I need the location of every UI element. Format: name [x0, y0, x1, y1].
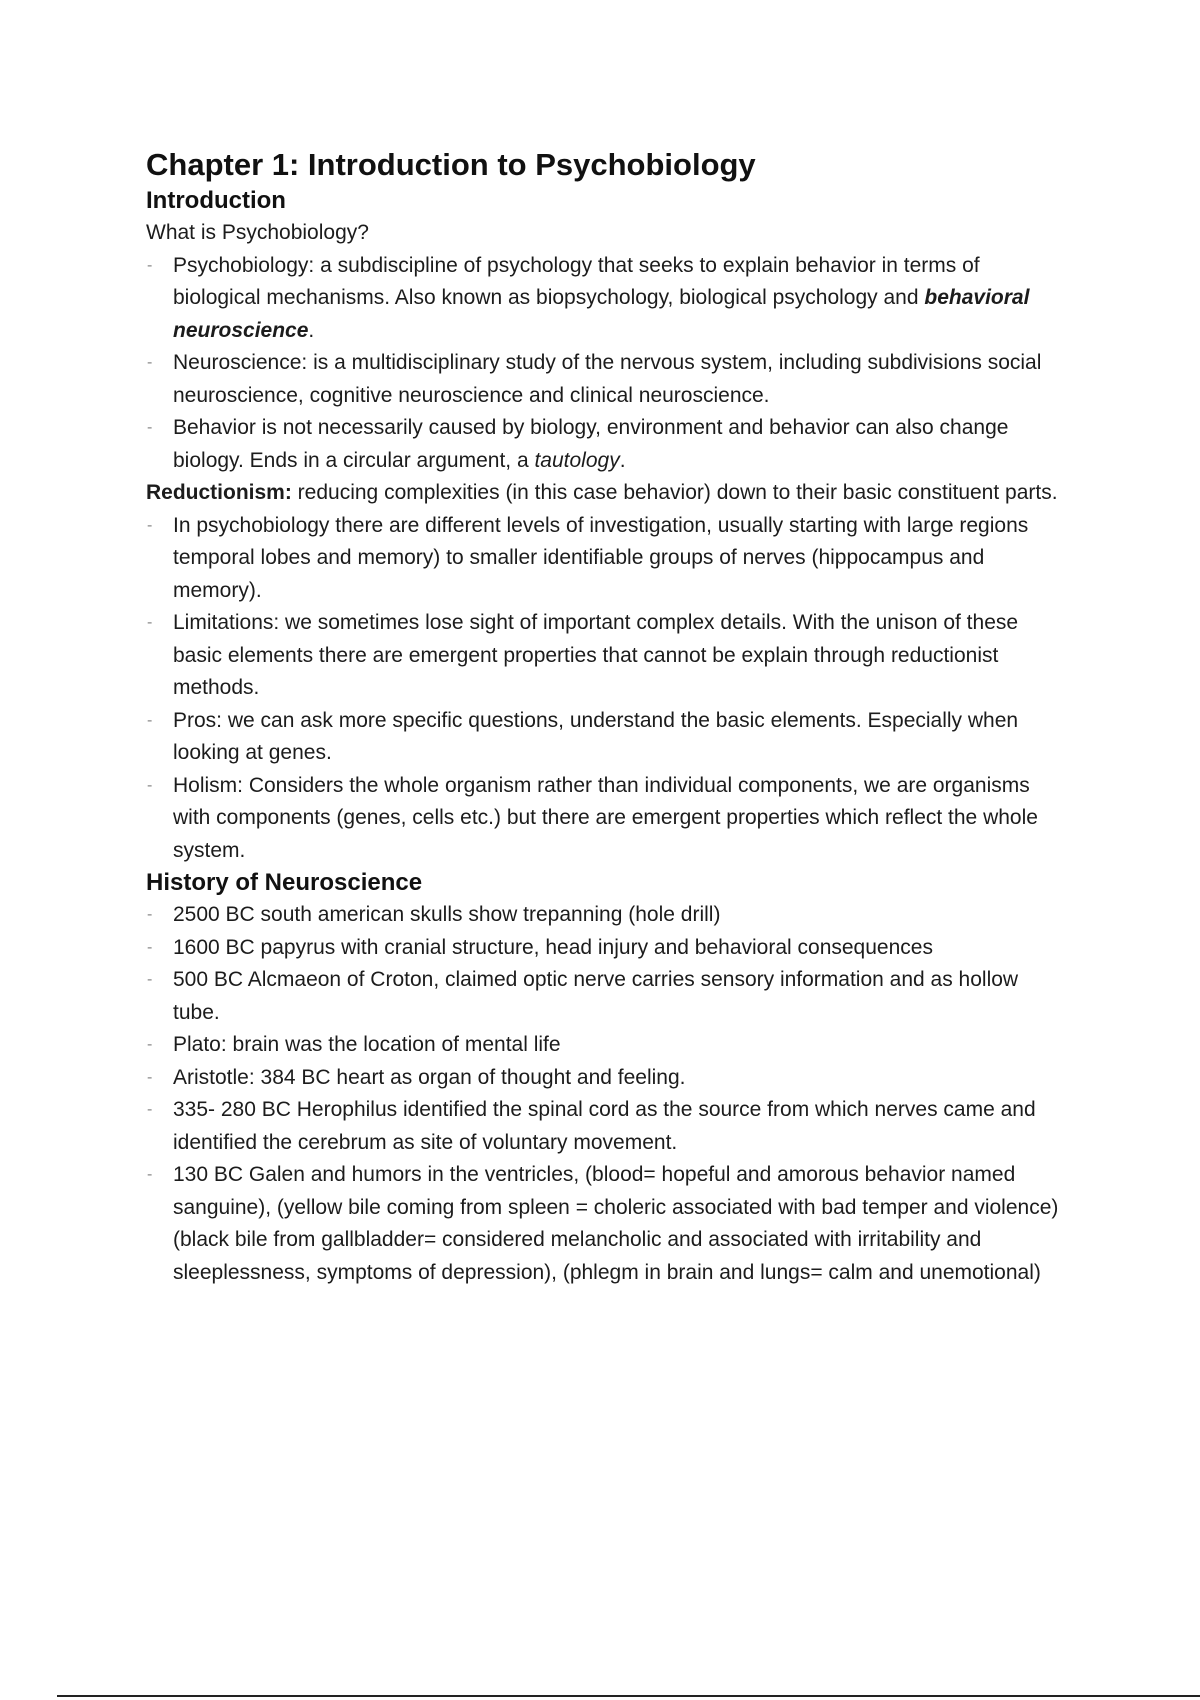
introduction-question: What is Psychobiology? [146, 221, 369, 244]
introduction-bullet-list [146, 250, 1066, 478]
list-item: - 335- 280 BC Herophilus identified the spinal cord as the source from which nerves came and identified the cerebrum as site of voluntary movement. [146, 1094, 1066, 1159]
list-item: - 2500 BC south american skulls show trepanning (hole drill) [146, 899, 1066, 932]
chapter-title: Chapter 1: Introduction to Psychobiology [146, 147, 756, 182]
list-item: - Holism: Considers the whole organism rather than individual components, we are organisms with components (genes, cells etc.) but there are emergent properties which reflect the whole system. [146, 770, 1066, 868]
behavioral-neuroscience-emphasis: behavioral neuroscience [173, 286, 1030, 342]
history-heading: History of Neuroscience [146, 869, 423, 896]
list-item-neuroscience: - Neuroscience: is a multidisciplinary study of the nervous system, including subdivisions social neuroscience, cognitive neuroscience and clinical neuroscience. [146, 347, 1066, 412]
list-item-psychobiology: - Psychobiology: a subdiscipline of psychology that seeks to explain behavior in terms of biological mechanisms. Also known as biopsychology, biological psychology and behavioral neuroscience. [146, 250, 1066, 348]
list-item-behavior: - Behavior is not necessarily caused by biology, environment and behavior can also change biology. Ends in a circular argument, a tautology. [146, 412, 1066, 477]
list-item: - Aristotle: 384 BC heart as organ of thought and feeling. [146, 1062, 1066, 1095]
list-item: - Limitations: we sometimes lose sight of important complex details. With the unison of these basic elements there are emergent properties that cannot be explain through reductionist methods. [146, 607, 1066, 705]
list-item: - 130 BC Galen and humors in the ventricles, (blood= hopeful and amorous behavior named sanguine), (yellow bile coming from spleen = choleric associated with bad temper and violence) (black bile from gallbladder= considered melancholic and associated with irritability and sleeplessness, symptoms of depression), (phlegm in brain and lungs= calm and unemotional) [146, 1159, 1066, 1289]
introduction-heading: Introduction [146, 187, 286, 214]
list-item: - In psychobiology there are different levels of investigation, usually starting with large regions temporal lobes and memory) to smaller identifiable groups of nerves (hippocampus and memory). [146, 510, 1066, 608]
reductionism-term: Reductionism: [146, 481, 292, 504]
tautology-emphasis: tautology [534, 448, 620, 472]
document-page [146, 145, 1066, 1289]
footer-divider [57, 1695, 1200, 1697]
list-item: - 1600 BC papyrus with cranial structure, head injury and behavioral consequences [146, 932, 1066, 965]
list-item: - 500 BC Alcmaeon of Croton, claimed optic nerve carries sensory information and as hollow tube. [146, 964, 1066, 1029]
reductionism-definition: Reductionism: reducing complexities (in this case behavior) down to their basic constituent parts. [146, 481, 1058, 504]
history-bullet-list [146, 899, 1066, 1289]
list-item: - Pros: we can ask more specific questions, understand the basic elements. Especially when looking at genes. [146, 705, 1066, 770]
reductionism-bullet-list [146, 510, 1066, 868]
list-item: - Plato: brain was the location of mental life [146, 1029, 1066, 1062]
